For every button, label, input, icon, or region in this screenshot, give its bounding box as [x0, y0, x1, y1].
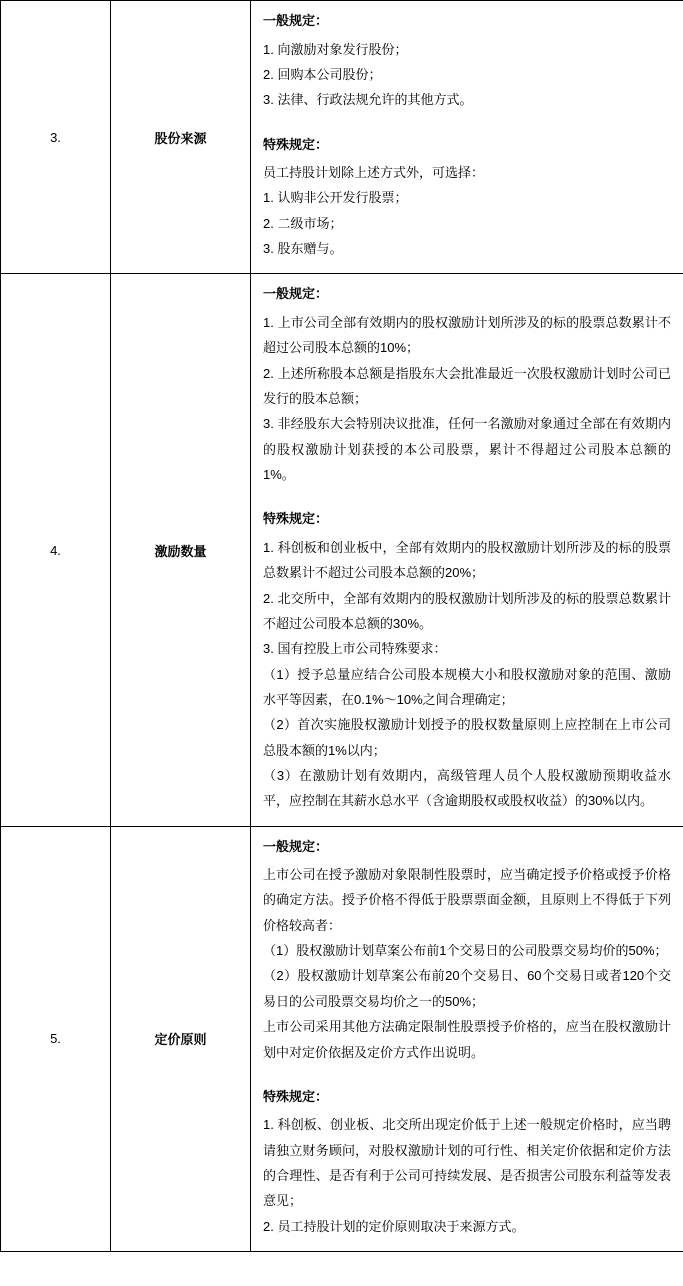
section-title: 一般规定：: [263, 286, 329, 302]
section-line: （1）股权激励计划草案公布前1个交易日的公司股票交易均价的50%；: [263, 943, 668, 959]
table-row: [1, 1, 683, 274]
row-number: 4.: [1, 274, 111, 826]
table-row: [1, 826, 683, 1251]
section-line: 1. 上市公司全部有效期内的股权激励计划所涉及的标的股票总数累计不超过公司股本总额的10%；: [263, 314, 671, 356]
section-line: 1. 科创板、创业板、北交所出现定价低于上述一般规定价格时，应当聘请独立财务顾问，对股权激励计划的可行性、相关定价依据和定价方法的合理性、是否有利于公司可持续发展、是否损害公司股东利益等发表意见；: [263, 1117, 671, 1209]
section-line: 员工持股计划除上述方式外，可选择：: [263, 165, 485, 181]
row-content: [251, 274, 683, 826]
section-line: 3. 非经股东大会特别决议批准，任何一名激励对象通过全部在有效期内的股权激励计划获授的本公司股票，累计不得超过公司股本总额的1%。: [263, 416, 671, 482]
section-title: 特殊规定：: [263, 511, 329, 527]
row-category: 股份来源: [111, 1, 251, 274]
section-line: 3. 股东赠与。: [263, 241, 343, 257]
section-special: [263, 1087, 671, 1239]
row-number: 3.: [1, 1, 111, 274]
row-number: 5.: [1, 826, 111, 1251]
section-title: 特殊规定：: [263, 136, 329, 152]
section-title: 一般规定：: [263, 838, 329, 854]
section-title: 特殊规定：: [263, 1088, 329, 1104]
section-line: 上市公司在授予激励对象限制性股票时，应当确定授予价格或授予价格的确定方法。授予价格不得低于股票票面金额，且原则上不得低于下列价格较高者：: [263, 867, 671, 933]
section-general: [263, 284, 671, 487]
section-line: 3. 法律、行政法规允许的其他方式。: [263, 92, 473, 108]
section-line: 3. 国有控股上市公司特殊要求：: [263, 641, 447, 657]
section-line: 上市公司采用其他方法确定限制性股票授予价格的，应当在股权激励计划中对定价依据及定价方式作出说明。: [263, 1019, 671, 1060]
section-line: 1. 认购非公开发行股票；: [263, 190, 408, 206]
section-general: [263, 11, 671, 113]
section-line: 2. 回购本公司股份；: [263, 66, 382, 82]
section-line: （3）在激励计划有效期内，高级管理人员个人股权激励预期收益水平，应控制在其薪水总水平（含逾期股权或股权收益）的30%以内。: [263, 767, 671, 809]
section-line: （1）授予总量应结合公司股本规模大小和股权激励对象的范围、激励水平等因素，在0.1%～10%之间合理确定；: [263, 666, 671, 707]
row-content: [251, 1, 683, 274]
table-row: [1, 274, 683, 826]
section-line: 2. 二级市场；: [263, 215, 343, 231]
section-special: [263, 509, 671, 813]
section-general: [263, 837, 671, 1065]
section-line: 2. 北交所中，全部有效期内的股权激励计划所涉及的标的股票总数累计不超过公司股本总额的30%。: [263, 590, 671, 631]
section-line: 1. 向激励对象发行股份；: [263, 41, 408, 57]
section-line: （2）股权激励计划草案公布前20个交易日、60个交易日或者120个交易日的公司股票交易均价之一的50%；: [263, 968, 671, 1009]
section-line: 1. 科创板和创业板中，全部有效期内的股权激励计划所涉及的标的股票总数累计不超过公司股本总额的20%；: [263, 539, 671, 581]
section-line: （2）首次实施股权激励计划授予的股权数量原则上应控制在上市公司总股本额的1%以内；: [263, 717, 671, 758]
row-category: 定价原则: [111, 826, 251, 1251]
section-line: 2. 员工持股计划的定价原则取决于来源方式。: [263, 1218, 525, 1234]
section-special: [263, 135, 671, 262]
row-category: 激励数量: [111, 274, 251, 826]
row-content: [251, 826, 683, 1251]
section-title: 一般规定：: [263, 13, 329, 28]
section-line: 2. 上述所称股本总额是指股东大会批准最近一次股权激励计划时公司已发行的股本总额；: [263, 365, 671, 406]
